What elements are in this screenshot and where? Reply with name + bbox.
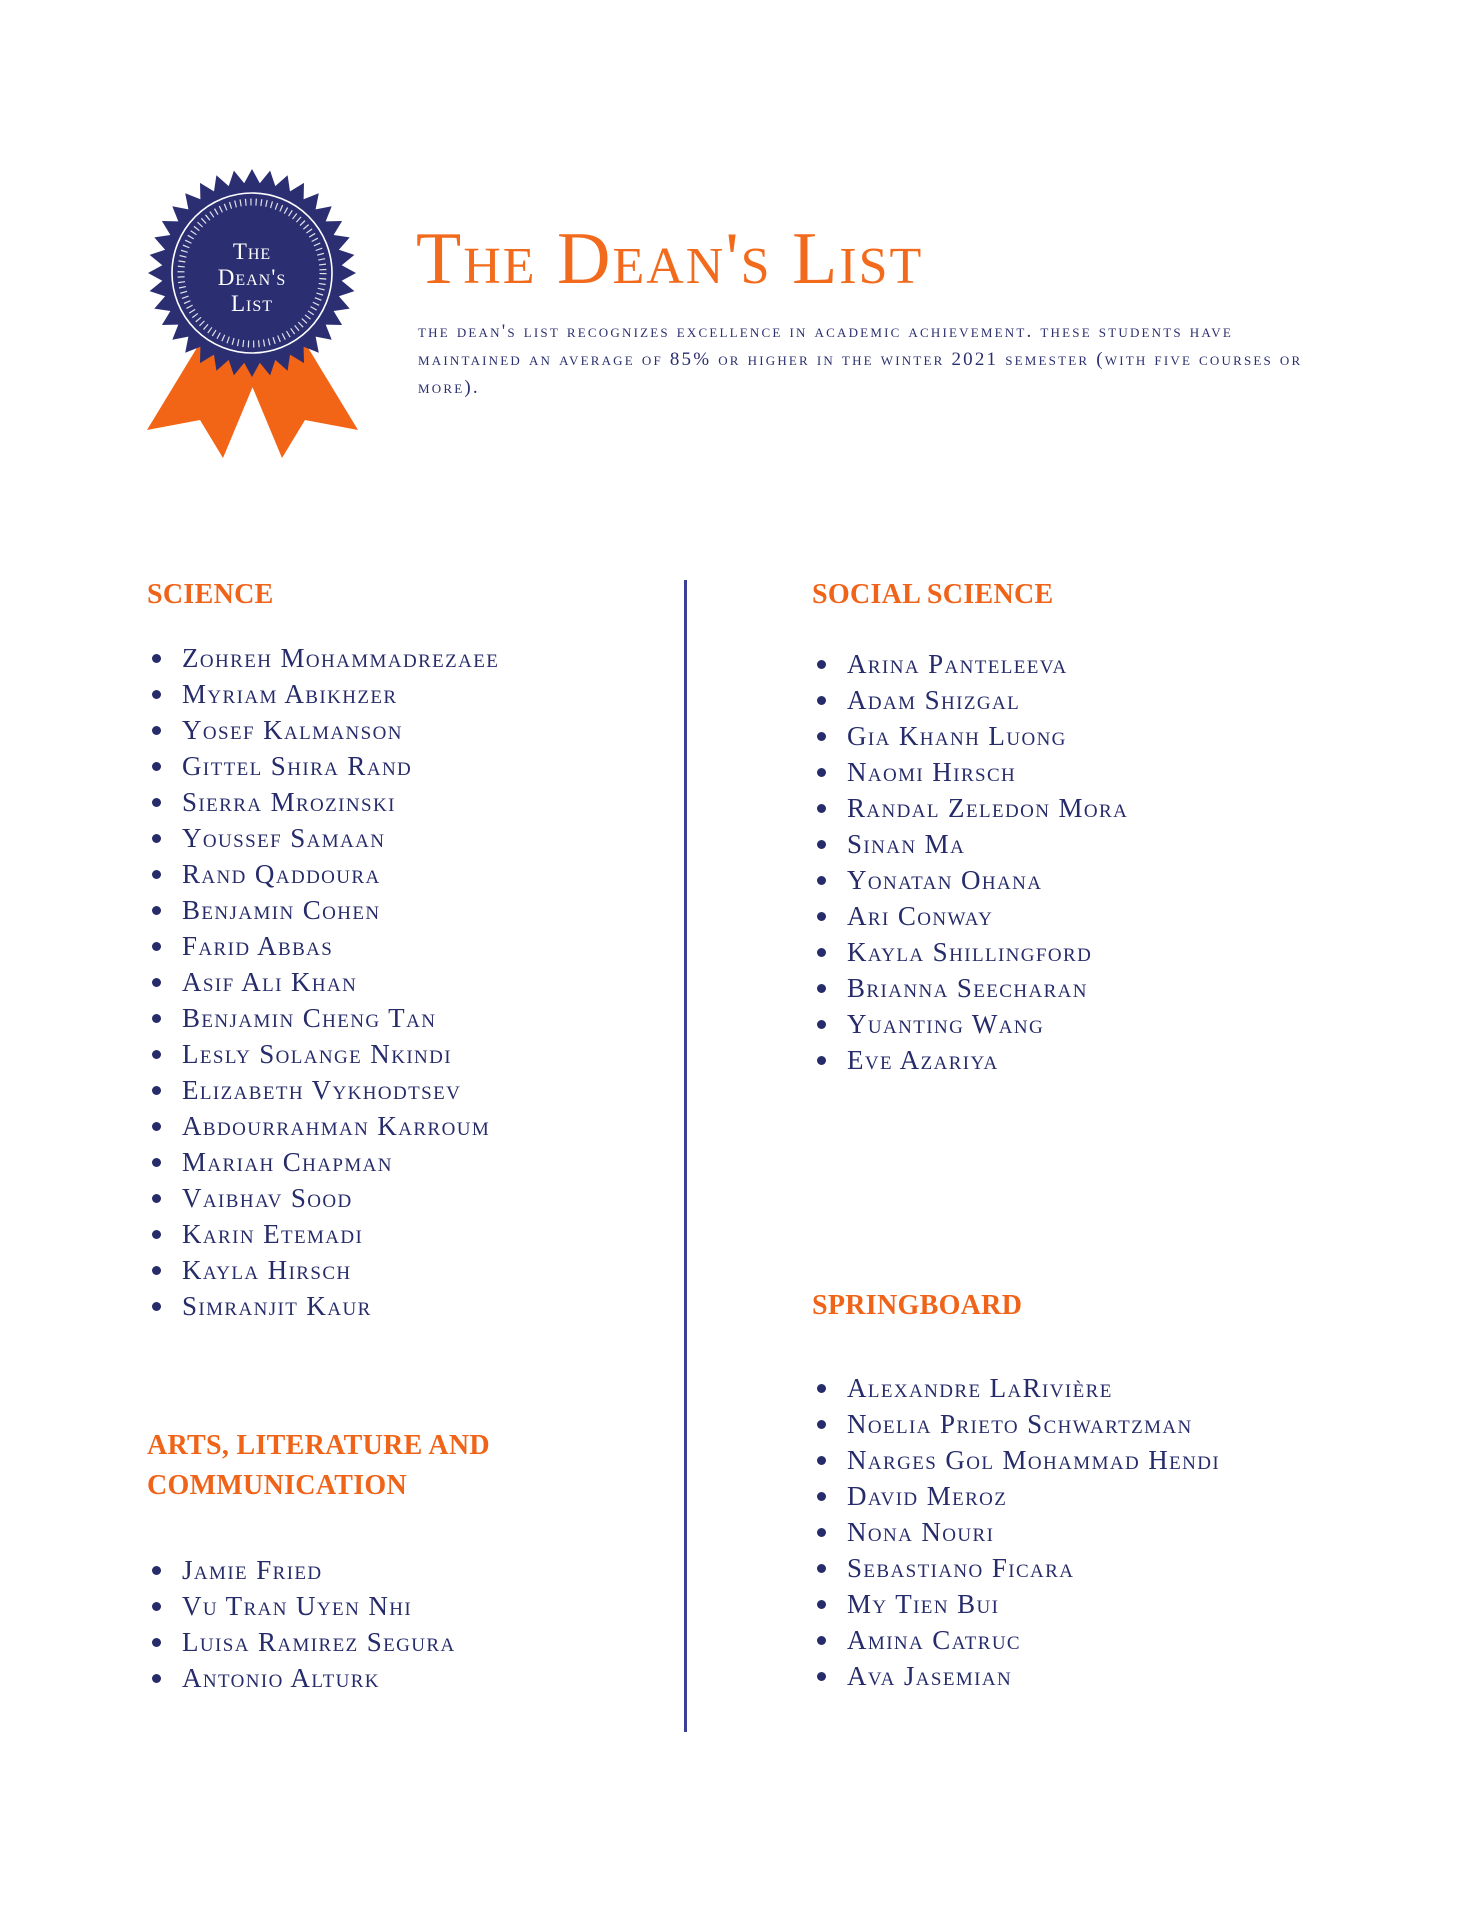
bullet-dot-icon: [152, 1674, 161, 1683]
student-name: Jamie Fried: [182, 1555, 323, 1585]
bullet-dot-icon: [817, 1564, 826, 1573]
bullet-dot-icon: [152, 762, 161, 771]
list-item: [812, 1622, 1220, 1658]
bullet-dot-icon: [152, 942, 161, 951]
student-name: Nona Nouri: [847, 1517, 995, 1547]
student-name: Asif Ali Khan: [182, 967, 358, 997]
student-name: Mariah Chapman: [182, 1147, 393, 1177]
student-name: David Meroz: [847, 1481, 1008, 1511]
bullet-dot-icon: [152, 1230, 161, 1239]
student-name: Benjamin Cheng Tan: [182, 1003, 437, 1033]
list-item: [147, 1288, 499, 1324]
bullet-dot-icon: [817, 1528, 826, 1537]
section-heading-arts-line2: COMMUNICATION: [147, 1470, 408, 1501]
bullet-dot-icon: [152, 798, 161, 807]
section-heading-social-science: SOCIAL SCIENCE: [812, 579, 1054, 610]
student-name: Sierra Mrozinski: [182, 787, 396, 817]
bullet-dot-icon: [817, 696, 826, 705]
list-item: [812, 1406, 1220, 1442]
student-name: Abdourrahman Karroum: [182, 1111, 491, 1141]
bullet-dot-icon: [152, 1014, 161, 1023]
list-item: [147, 1180, 499, 1216]
list-item: [812, 826, 1128, 862]
springboard-list: [812, 1370, 1220, 1694]
list-item: [812, 1550, 1220, 1586]
list-item: [812, 970, 1128, 1006]
bullet-dot-icon: [817, 1056, 826, 1065]
student-name: Yonatan Ohana: [847, 865, 1043, 895]
list-item: [812, 1370, 1220, 1406]
bullet-dot-icon: [817, 912, 826, 921]
list-item: [147, 928, 499, 964]
list-item: [812, 682, 1128, 718]
list-item: [812, 754, 1128, 790]
student-name: Gia Khanh Luong: [847, 721, 1067, 751]
list-item: [812, 1586, 1220, 1622]
student-name: Eve Azariya: [847, 1045, 999, 1075]
list-item: [147, 1144, 499, 1180]
bullet-dot-icon: [152, 1122, 161, 1131]
list-item: [812, 1514, 1220, 1550]
list-item: [147, 1624, 456, 1660]
list-item: [147, 1108, 499, 1144]
student-name: Kayla Hirsch: [182, 1255, 352, 1285]
bullet-dot-icon: [152, 726, 161, 735]
bullet-dot-icon: [152, 834, 161, 843]
arts-list: [147, 1552, 456, 1696]
badge-text-line1: The: [232, 239, 272, 264]
student-name: Lesly Solange Nkindi: [182, 1039, 453, 1069]
student-name: My Tien Bui: [847, 1589, 1000, 1619]
list-item: [147, 748, 499, 784]
deans-list-badge: [145, 168, 360, 458]
student-name: Simranjit Kaur: [182, 1291, 372, 1321]
bullet-dot-icon: [817, 1636, 826, 1645]
bullet-dot-icon: [817, 1600, 826, 1609]
student-name: Randal Zeledon Mora: [847, 793, 1129, 823]
student-name: Zohreh Mohammadrezaee: [182, 643, 500, 673]
section-heading-science: SCIENCE: [147, 579, 274, 610]
list-item: [812, 718, 1128, 754]
student-name: Amina Catruc: [847, 1625, 1022, 1655]
column-divider: [684, 580, 687, 1732]
page-title: The Dean's List: [416, 218, 924, 300]
student-name: Brianna Seecharan: [847, 973, 1088, 1003]
student-name: Farid Abbas: [182, 931, 334, 961]
list-item: [147, 1252, 499, 1288]
bullet-dot-icon: [152, 1638, 161, 1647]
list-item: [147, 820, 499, 856]
student-name: Antonio Alturk: [182, 1663, 380, 1693]
student-name: Kayla Shillingford: [847, 937, 1093, 967]
science-list: [147, 640, 499, 1324]
student-name: Myriam Abikhzer: [182, 679, 398, 709]
student-name: Yosef Kalmanson: [182, 715, 403, 745]
list-item: [812, 1042, 1128, 1078]
list-item: [812, 1658, 1220, 1694]
bullet-dot-icon: [817, 1420, 826, 1429]
student-name: Vaibhav Sood: [182, 1183, 353, 1213]
student-name: Sinan Ma: [847, 829, 966, 859]
list-item: [147, 856, 499, 892]
student-name: Narges Gol Mohammad Hendi: [847, 1445, 1221, 1475]
bullet-dot-icon: [152, 1158, 161, 1167]
bullet-dot-icon: [817, 1384, 826, 1393]
bullet-dot-icon: [152, 1050, 161, 1059]
list-item: [147, 1036, 499, 1072]
student-name: Vu Tran Uyen Nhi: [182, 1591, 413, 1621]
student-name: Rand Qaddoura: [182, 859, 381, 889]
list-item: [147, 964, 499, 1000]
bullet-dot-icon: [152, 1086, 161, 1095]
student-name: Noelia Prieto Schwartzman: [847, 1409, 1193, 1439]
student-name: Naomi Hirsch: [847, 757, 1017, 787]
student-name: Luisa Ramirez Segura: [182, 1627, 456, 1657]
section-heading-arts: [147, 1426, 490, 1506]
bullet-dot-icon: [817, 804, 826, 813]
page-description: the dean's list recognizes excellence in academic achievement. these students have maintained an average of 85% or higher in the winter 2021 semester (with five courses or more).: [418, 321, 1303, 398]
bullet-dot-icon: [817, 1672, 826, 1681]
bullet-dot-icon: [152, 1602, 161, 1611]
list-item: [812, 862, 1128, 898]
bullet-dot-icon: [817, 840, 826, 849]
bullet-dot-icon: [817, 768, 826, 777]
list-item: [147, 676, 499, 712]
list-item: [812, 898, 1128, 934]
bullet-dot-icon: [152, 978, 161, 987]
student-name: Youssef Samaan: [182, 823, 386, 853]
bullet-dot-icon: [152, 870, 161, 879]
award-ribbon-icon: [145, 168, 360, 458]
student-name: Yuanting Wang: [847, 1009, 1045, 1039]
badge-text-line2: Dean's: [217, 265, 287, 290]
student-name: Arina Panteleeva: [847, 649, 1068, 679]
list-item: [147, 640, 499, 676]
section-heading-arts-line1: ARTS, LITERATURE AND: [147, 1430, 490, 1461]
list-item: [147, 784, 499, 820]
bullet-dot-icon: [152, 690, 161, 699]
student-name: Sebastiano Ficara: [847, 1553, 1075, 1583]
bullet-dot-icon: [152, 1194, 161, 1203]
bullet-dot-icon: [817, 1020, 826, 1029]
list-item: [147, 1216, 499, 1252]
bullet-dot-icon: [817, 876, 826, 885]
bullet-dot-icon: [817, 1456, 826, 1465]
bullet-dot-icon: [152, 1566, 161, 1575]
student-name: Ari Conway: [847, 901, 994, 931]
list-item: [147, 1660, 456, 1696]
list-item: [812, 790, 1128, 826]
bullet-dot-icon: [817, 660, 826, 669]
badge-text-line3: List: [230, 291, 274, 316]
bullet-dot-icon: [817, 984, 826, 993]
section-heading-springboard: SPRINGBOARD: [812, 1290, 1023, 1321]
list-item: [812, 1006, 1128, 1042]
bullet-dot-icon: [152, 1266, 161, 1275]
student-name: Adam Shizgal: [847, 685, 1021, 715]
list-item: [147, 892, 499, 928]
list-item: [812, 646, 1128, 682]
list-item: [147, 1000, 499, 1036]
student-name: Ava Jasemian: [847, 1661, 1013, 1691]
list-item: [147, 1588, 456, 1624]
student-name: Karin Etemadi: [182, 1219, 364, 1249]
list-item: [147, 1552, 456, 1588]
bullet-dot-icon: [152, 1302, 161, 1311]
student-name: Gittel Shira Rand: [182, 751, 413, 781]
student-name: Alexandre LaRivière: [847, 1373, 1113, 1403]
bullet-dot-icon: [817, 1492, 826, 1501]
list-item: [812, 1478, 1220, 1514]
bullet-dot-icon: [152, 906, 161, 915]
list-item: [812, 1442, 1220, 1478]
bullet-dot-icon: [152, 654, 161, 663]
social-science-list: [812, 646, 1128, 1078]
list-item: [147, 712, 499, 748]
bullet-dot-icon: [817, 732, 826, 741]
student-name: Elizabeth Vykhodtsev: [182, 1075, 462, 1105]
list-item: [812, 934, 1128, 970]
bullet-dot-icon: [817, 948, 826, 957]
list-item: [147, 1072, 499, 1108]
student-name: Benjamin Cohen: [182, 895, 381, 925]
